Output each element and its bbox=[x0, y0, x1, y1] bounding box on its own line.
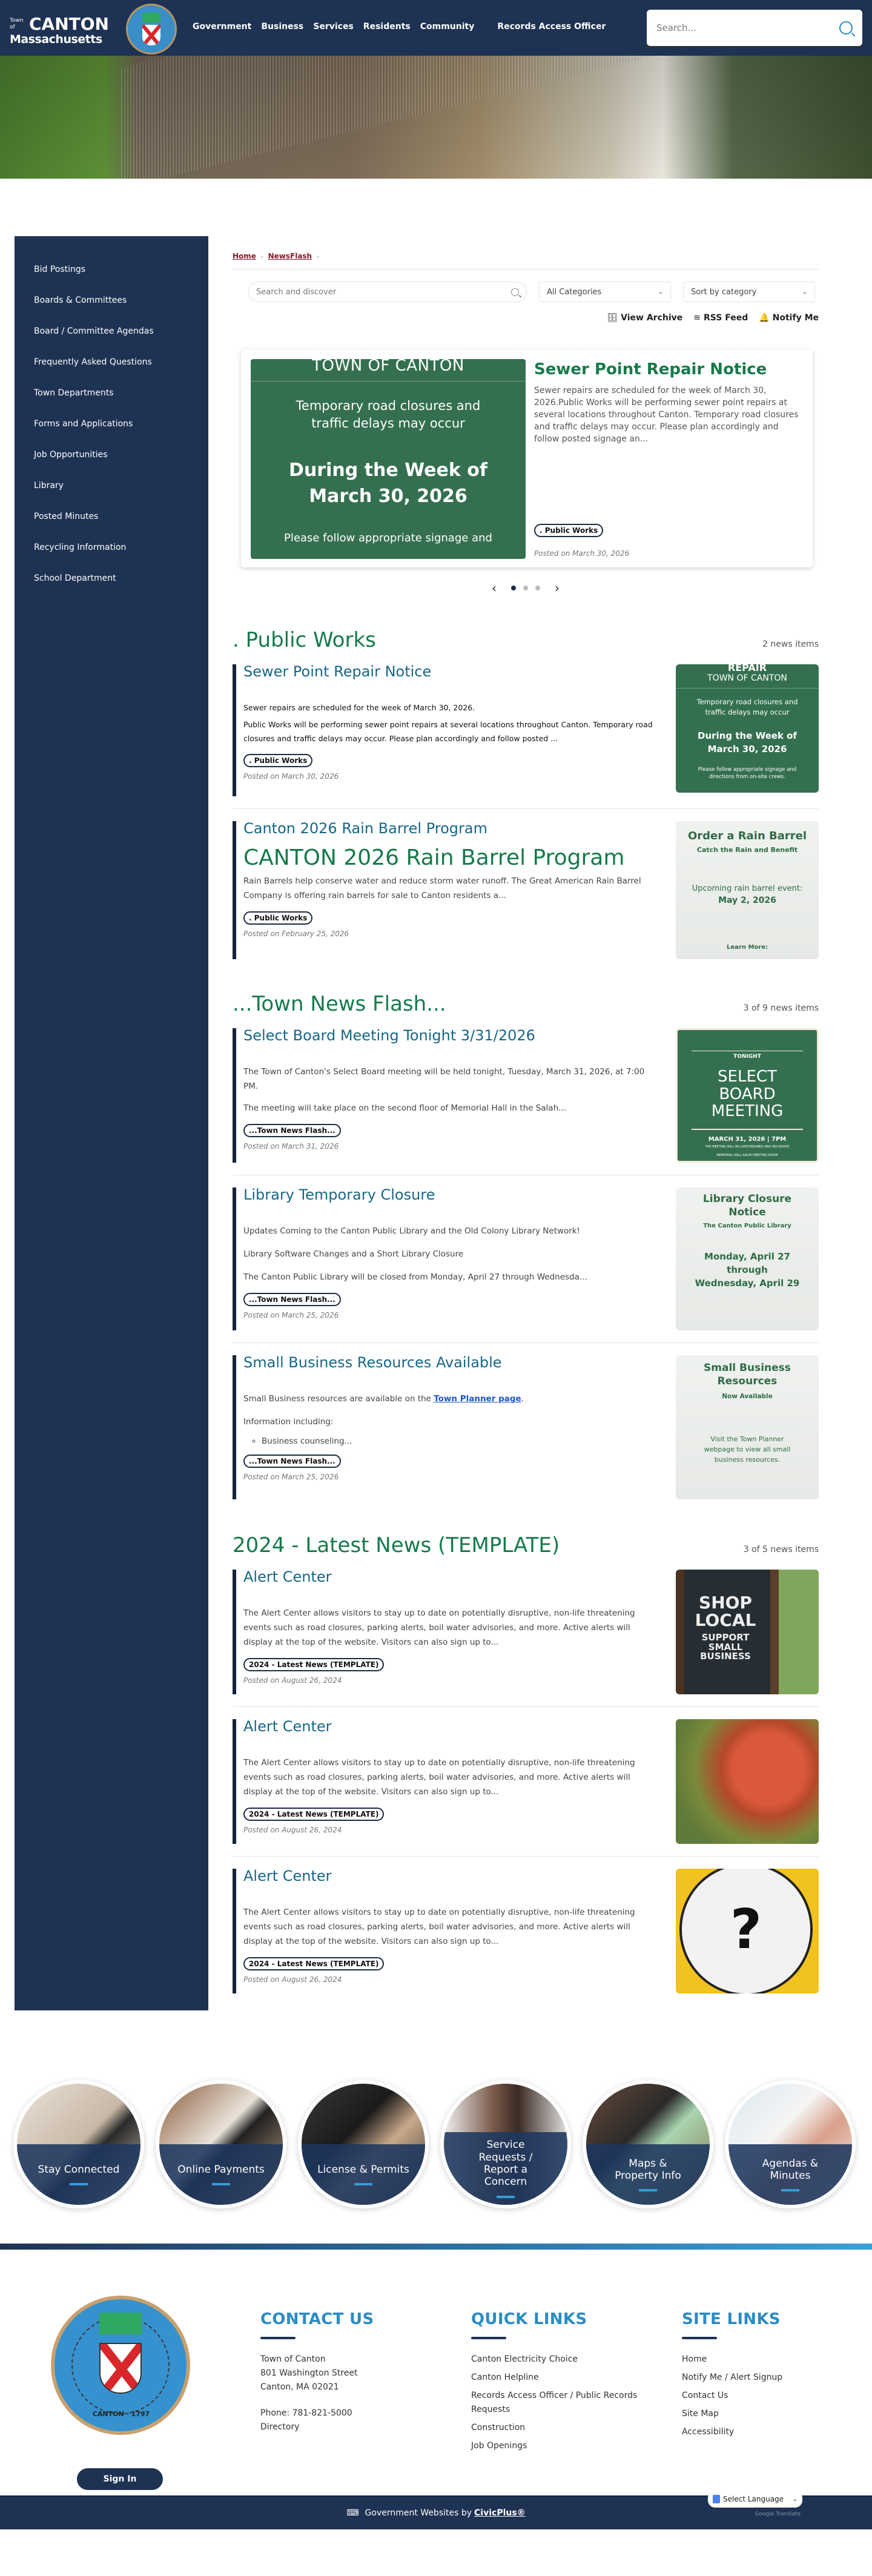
carousel-dot-2[interactable] bbox=[523, 586, 528, 590]
news-item bbox=[233, 808, 819, 959]
thumb-text: The Canton Public Library bbox=[703, 1223, 791, 1230]
search-icon[interactable] bbox=[511, 288, 519, 296]
footer-credit: Government Websites by bbox=[365, 2508, 472, 2518]
bullet-item: ◦ Business counseling... bbox=[262, 1436, 661, 1446]
news-item-thumbnail[interactable] bbox=[676, 664, 819, 793]
site-search-input[interactable] bbox=[656, 22, 839, 33]
town-seal-icon bbox=[51, 2296, 190, 2435]
sidebar-item-boards-committees[interactable]: Boards & Committees bbox=[34, 296, 127, 305]
section-count: 3 of 9 news items bbox=[743, 1003, 819, 1013]
language-select-value: Select Language bbox=[723, 2495, 784, 2503]
news-item-content bbox=[233, 1570, 661, 1694]
news-item-title[interactable]: Alert Center bbox=[243, 1868, 332, 1884]
quick-link-construction[interactable]: Construction bbox=[471, 2423, 526, 2432]
sidebar-item-bid-postings[interactable]: Bid Postings bbox=[34, 265, 86, 274]
circle-label: Online Payments bbox=[177, 2163, 265, 2176]
footer-heading: QUICK LINKS bbox=[471, 2310, 587, 2328]
sort-select-value: Sort by category bbox=[691, 287, 757, 297]
thumb-text: Upcoming rain barrel event: bbox=[692, 884, 803, 893]
news-item-title[interactable]: Small Business Resources Available bbox=[243, 1354, 502, 1371]
thumb-text: Temporary road closures and traffic delays may occur bbox=[696, 698, 798, 717]
news-item bbox=[233, 1028, 819, 1163]
view-archive-link[interactable] bbox=[607, 313, 682, 323]
news-item-content bbox=[233, 1719, 661, 1844]
image-text: TOWN OF CANTON bbox=[251, 359, 526, 381]
posted-date: Posted on August 26, 2024 bbox=[243, 1676, 342, 1685]
sidebar-item-jobs[interactable]: Job Opportunities bbox=[34, 450, 108, 460]
news-search bbox=[248, 282, 527, 302]
news-item-excerpt: The Canton Public Library will be closed from Monday, April 27 through Wednesda... bbox=[243, 1272, 587, 1282]
thumb-text: MARCH 31, 2026 | 7PM bbox=[692, 1129, 803, 1143]
logo-wordmark bbox=[8, 8, 117, 50]
image-text: Temporary road closures and traffic delays may occur bbox=[296, 398, 481, 431]
notify-me-label: Notify Me bbox=[772, 313, 819, 323]
news-item-excerpt: The Town of Canton's Select Board meeting will be held tonight, Tuesday, March 31, 2026, at 7:00 PM. bbox=[243, 1067, 645, 1091]
chevron-down-icon: ⌄ bbox=[792, 2495, 798, 2503]
sidebar-item-library[interactable]: Library bbox=[34, 481, 64, 490]
breadcrumb-separator: › bbox=[260, 254, 263, 260]
circle-label: Agendas & Minutes bbox=[762, 2157, 819, 2182]
directory-link[interactable]: Directory bbox=[260, 2422, 300, 2432]
posted-date: Posted on August 26, 2024 bbox=[243, 1975, 342, 1984]
town-planner-link[interactable]: Town Planner page bbox=[434, 1394, 521, 1404]
address-line: Canton, MA 02021 bbox=[260, 2382, 339, 2392]
news-item-title[interactable]: Select Board Meeting Tonight 3/31/2026 bbox=[243, 1027, 535, 1044]
search-icon[interactable] bbox=[839, 21, 853, 35]
thumb-text: LOCAL bbox=[695, 1610, 756, 1631]
thumb-text: SUPPORT bbox=[701, 1631, 750, 1643]
news-item bbox=[233, 1570, 819, 1694]
thumb-text: Catch the Rain and Benefit bbox=[696, 846, 798, 854]
carousel-pager bbox=[233, 581, 819, 595]
thumb-text: Library Closure Notice bbox=[702, 1193, 792, 1219]
footer-bottom-bar bbox=[0, 2495, 872, 2529]
site-footer bbox=[0, 2250, 872, 2495]
news-item-thumbnail[interactable] bbox=[676, 1355, 819, 1499]
quick-links-circles bbox=[0, 2068, 872, 2219]
featured-news-body bbox=[534, 360, 801, 558]
circle-agendas-minutes[interactable] bbox=[725, 2080, 856, 2208]
image-text: Please follow appropriate signage and bbox=[284, 531, 492, 544]
featured-news-excerpt: Sewer repairs are scheduled for the week of March 30, 2026.Public Works will be performing sewer point repairs at several locations throughout Canton. Temporary road closures and traffic delays may occur. Please plan accordingly and follow posted signage an... bbox=[534, 386, 799, 444]
logo-of: of bbox=[10, 24, 15, 30]
nav-records-access-officer[interactable]: Records Access Officer bbox=[497, 22, 606, 31]
address-line: 801 Washington Street bbox=[260, 2368, 358, 2378]
section-count: 2 news items bbox=[762, 639, 819, 649]
category-tag[interactable]: ...Town News Flash... bbox=[243, 1455, 341, 1468]
circle-stay-connected[interactable] bbox=[13, 2080, 144, 2208]
nav-business[interactable]: Business bbox=[261, 22, 304, 31]
sort-select[interactable] bbox=[683, 282, 815, 302]
site-link-contact-us[interactable]: Contact Us bbox=[682, 2391, 728, 2400]
archive-icon: 🗄 bbox=[607, 313, 618, 323]
quick-link-electricity[interactable]: Canton Electricity Choice bbox=[471, 2354, 578, 2364]
circle-label: Stay Connected bbox=[38, 2163, 120, 2176]
category-tag[interactable]: 2024 - Latest News (TEMPLATE) bbox=[243, 1658, 384, 1671]
news-search-input[interactable] bbox=[256, 288, 511, 297]
footer-accent-stripe bbox=[0, 2244, 872, 2250]
site-header bbox=[0, 0, 872, 56]
thumb-text: TONIGHT bbox=[692, 1051, 803, 1060]
news-item-excerpt: Sewer repairs are scheduled for the week of March 30, 2026. bbox=[243, 703, 475, 712]
news-item-title[interactable]: Alert Center bbox=[243, 1568, 332, 1585]
circle-label: Service Requests / Report a Concern bbox=[478, 2139, 533, 2188]
phone-number[interactable]: Phone: 781-821-5000 bbox=[260, 2408, 352, 2418]
thumb-text: REPAIR bbox=[727, 664, 767, 673]
page-body bbox=[0, 179, 872, 2068]
civicplus-link[interactable]: CivicPlus® bbox=[474, 2508, 526, 2518]
footer-heading: CONTACT US bbox=[260, 2310, 374, 2328]
news-item-excerpt: Information including: bbox=[243, 1417, 334, 1427]
thumb-text: Wednesday, April 29 bbox=[695, 1278, 800, 1289]
language-select[interactable] bbox=[708, 2491, 802, 2508]
featured-news-title[interactable]: Sewer Point Repair Notice bbox=[534, 360, 767, 378]
posted-date: Posted on February 25, 2026 bbox=[243, 930, 349, 938]
sign-in-button[interactable]: Sign In bbox=[77, 2468, 163, 2490]
breadcrumb-newsflash[interactable]: NewsFlash bbox=[268, 252, 312, 260]
site-link-site-map[interactable]: Site Map bbox=[682, 2409, 719, 2419]
town-seal-icon bbox=[126, 4, 177, 54]
site-logo[interactable] bbox=[8, 4, 177, 54]
footer-heading: SITE LINKS bbox=[682, 2310, 781, 2328]
thumb-text: through bbox=[727, 1264, 768, 1276]
chevron-down-icon: ⌄ bbox=[802, 288, 807, 296]
category-tag[interactable]: ...Town News Flash... bbox=[243, 1124, 341, 1137]
category-tag[interactable]: . Public Works bbox=[534, 524, 603, 537]
nav-residents[interactable]: Residents bbox=[363, 22, 411, 31]
bell-icon: 🔔 bbox=[759, 313, 770, 323]
news-item bbox=[233, 1342, 819, 1499]
sidebar-item-recycling[interactable]: Recycling Information bbox=[34, 543, 127, 552]
breadcrumb bbox=[233, 236, 819, 269]
nav-government[interactable]: Government bbox=[193, 22, 252, 31]
news-item-title[interactable]: Canton 2026 Rain Barrel Program bbox=[243, 820, 487, 837]
news-item-excerpt: Library Software Changes and a Short Library Closure bbox=[243, 1249, 464, 1259]
category-tag[interactable]: ...Town News Flash... bbox=[243, 1293, 341, 1306]
seal-text: CANTON · 1797 bbox=[92, 2410, 150, 2418]
news-item-thumbnail[interactable] bbox=[676, 1028, 819, 1163]
sidebar bbox=[15, 236, 208, 2010]
news-item-thumbnail[interactable] bbox=[676, 1570, 819, 1694]
featured-news-card[interactable] bbox=[241, 349, 813, 567]
carousel-dot-1[interactable] bbox=[511, 586, 516, 590]
thumb-text: During the Week of March 30, 2026 bbox=[698, 730, 797, 755]
news-item-thumbnail[interactable] bbox=[676, 821, 819, 959]
thumb-text: BUSINESS bbox=[700, 1651, 751, 1662]
news-item-excerpt: The meeting will take place on the second floor of Memorial Hall in the Salah... bbox=[243, 1103, 567, 1113]
quick-link-helpline[interactable]: Canton Helpline bbox=[471, 2373, 539, 2382]
news-item-content bbox=[233, 664, 661, 796]
posted-date: Posted on March 30, 2026 bbox=[243, 772, 339, 781]
news-item-content bbox=[233, 1028, 661, 1163]
thumb-text: THE MEETING WILL BE LIVESTREAMED AND RECORDED bbox=[705, 1144, 790, 1149]
thumb-text: Small Business Resources bbox=[704, 1362, 791, 1388]
news-item-excerpt: The Alert Center allows visitors to stay up to date on potentially disruptive, non-life threatening events such as road closures, parking alerts, boil water advisories, and more. Active alerts will display at the top of the website. Visitors can also sign up to... bbox=[243, 1907, 635, 1946]
thumb-text: Visit the Town Planner webpage to view all small business resources. bbox=[704, 1435, 791, 1464]
breadcrumb-home[interactable]: Home bbox=[233, 252, 256, 260]
footer-quick-links bbox=[471, 2310, 647, 2457]
section-count: 3 of 5 news items bbox=[743, 1545, 819, 1554]
circle-online-payments[interactable] bbox=[156, 2080, 286, 2208]
thumb-text: BOARD bbox=[719, 1085, 776, 1103]
notify-me-link[interactable] bbox=[759, 313, 819, 323]
section-title[interactable]: . Public Works bbox=[233, 628, 376, 652]
quick-link-job-openings[interactable]: Job Openings bbox=[471, 2441, 527, 2451]
news-item-title[interactable]: Library Temporary Closure bbox=[243, 1186, 435, 1203]
category-select-value: All Categories bbox=[547, 287, 602, 297]
thumb-text: MEMORIAL HALL SALAH MEETING ROOM bbox=[716, 1153, 778, 1157]
civicplus-icon: ⌨ bbox=[346, 2508, 359, 2518]
footer-contact bbox=[260, 2310, 374, 2439]
news-actions bbox=[233, 313, 819, 323]
sidebar-item-posted-minutes[interactable]: Posted Minutes bbox=[34, 512, 99, 521]
news-item-excerpt: Updates Coming to the Canton Public Library and the Old Colony Library Network! bbox=[243, 1226, 581, 1236]
site-link-accessibility[interactable]: Accessibility bbox=[682, 2427, 735, 2437]
featured-news-image bbox=[251, 359, 526, 559]
sidebar-item-committee-agendas[interactable]: Board / Committee Agendas bbox=[34, 326, 154, 336]
image-text: During the Week of March 30, 2026 bbox=[289, 459, 487, 507]
thumb-text: SELECT bbox=[718, 1068, 777, 1086]
circle-label: License & Permits bbox=[317, 2163, 409, 2176]
chevron-down-icon: ⌄ bbox=[658, 288, 663, 296]
chevron-left-icon[interactable]: ‹ bbox=[492, 581, 497, 595]
circle-maps-property[interactable] bbox=[583, 2080, 713, 2208]
category-tag[interactable]: . Public Works bbox=[243, 911, 312, 925]
logo-state: Massachusetts bbox=[10, 33, 102, 46]
thumb-text: Monday, April 27 bbox=[704, 1251, 790, 1263]
thumb-text: Learn More: bbox=[727, 944, 768, 951]
address-line: Town of Canton bbox=[260, 2354, 326, 2364]
sidebar-item-town-departments[interactable]: Town Departments bbox=[34, 388, 114, 398]
site-link-home[interactable]: Home bbox=[682, 2354, 707, 2364]
posted-date: Posted on March 30, 2026 bbox=[534, 549, 630, 558]
thumb-text: Now Available bbox=[722, 1393, 773, 1401]
rss-feed-label: RSS Feed bbox=[704, 313, 748, 323]
thumb-text: SMALL bbox=[708, 1641, 743, 1653]
section-title[interactable]: ...Town News Flash... bbox=[233, 992, 446, 1016]
posted-date: Posted on March 31, 2026 bbox=[243, 1142, 339, 1151]
section-header bbox=[233, 1533, 819, 1557]
nav-services[interactable]: Services bbox=[313, 22, 354, 31]
chevron-right-icon[interactable]: › bbox=[555, 581, 560, 595]
rss-feed-link[interactable] bbox=[693, 313, 748, 323]
news-item-excerpt: Public Works will be performing sewer point repairs at several locations throughout Canton. Temporary road closures and traffic delays may occur. Please plan accordingly and follow posted ... bbox=[243, 720, 653, 743]
news-item-excerpt: The Alert Center allows visitors to stay up to date on potentially disruptive, non-life threatening events such as road closures, parking alerts, boil water advisories, and more. Active alerts will display at the top of the website. Visitors can also sign up to... bbox=[243, 1608, 635, 1647]
thumb-text: Order a Rain Barrel bbox=[687, 830, 807, 842]
carousel-dot-3[interactable] bbox=[535, 586, 540, 590]
thumb-text: MEETING bbox=[711, 1102, 784, 1121]
sidebar-item-school-department[interactable]: School Department bbox=[34, 573, 116, 583]
view-archive-label: View Archive bbox=[621, 313, 683, 323]
thumb-text: Please follow appropriate signage and directions from on-site crews. bbox=[698, 766, 797, 781]
google-translate-label: Google Translate bbox=[755, 2511, 801, 2517]
news-item-excerpt: Small Business resources are available on the Town Planner page. bbox=[243, 1394, 524, 1404]
category-tag[interactable]: 2024 - Latest News (TEMPLATE) bbox=[243, 1957, 384, 1970]
circle-label: Maps & Property Info bbox=[615, 2157, 681, 2182]
section-header bbox=[233, 628, 819, 652]
circle-service-requests[interactable] bbox=[440, 2080, 571, 2208]
news-item-heading: CANTON 2026 Rain Barrel Program bbox=[243, 845, 625, 870]
thumb-text: TOWN OF CANTON bbox=[676, 673, 819, 689]
category-tag[interactable]: 2024 - Latest News (TEMPLATE) bbox=[243, 1808, 384, 1821]
autumn-tree-thumbnail[interactable] bbox=[676, 1719, 819, 1844]
rss-icon: ≋ bbox=[693, 313, 701, 323]
news-item-title[interactable]: Alert Center bbox=[243, 1718, 332, 1735]
site-link-notify-me[interactable]: Notify Me / Alert Signup bbox=[682, 2373, 783, 2382]
news-item-excerpt: The Alert Center allows visitors to stay up to date on potentially disruptive, non-life threatening events such as road closures, parking alerts, boil water advisories, and more. Active alerts will display at the top of the website. Visitors can also sign up to... bbox=[243, 1758, 635, 1797]
site-search bbox=[647, 10, 862, 46]
google-translate-icon bbox=[713, 2495, 720, 2503]
posted-date: Posted on March 25, 2026 bbox=[243, 1311, 339, 1319]
logo-canton: CANTON bbox=[29, 14, 109, 34]
main-content bbox=[233, 236, 819, 1993]
section-header bbox=[233, 992, 819, 1016]
posted-date: Posted on March 25, 2026 bbox=[243, 1473, 339, 1481]
thumb-text: SHOP bbox=[699, 1593, 752, 1613]
thumb-text: May 2, 2026 bbox=[718, 896, 776, 905]
category-tag[interactable]: . Public Works bbox=[243, 754, 312, 767]
nav-community[interactable]: Community bbox=[420, 22, 475, 31]
footer-site-links bbox=[682, 2310, 782, 2443]
question-mark-icon: ? bbox=[679, 1869, 813, 1993]
breadcrumb-separator: › bbox=[316, 254, 319, 260]
posted-date: Posted on August 26, 2024 bbox=[243, 1826, 342, 1834]
question-bubble-thumbnail[interactable] bbox=[676, 1869, 819, 1993]
news-item-content bbox=[233, 1869, 661, 1993]
sidebar-item-faq[interactable]: Frequently Asked Questions bbox=[34, 357, 152, 367]
circle-license-permits[interactable] bbox=[298, 2080, 429, 2208]
section-title[interactable]: 2024 - Latest News (TEMPLATE) bbox=[233, 1533, 560, 1557]
news-item-content bbox=[233, 821, 661, 959]
news-item bbox=[233, 1175, 819, 1330]
category-select[interactable] bbox=[539, 282, 671, 302]
news-filters bbox=[248, 282, 819, 302]
hero-waterfall-image bbox=[0, 56, 872, 179]
sidebar-item-forms[interactable]: Forms and Applications bbox=[34, 419, 133, 429]
news-item-content bbox=[233, 1187, 661, 1330]
logo-town: Town bbox=[10, 18, 24, 24]
news-item-title[interactable]: Sewer Point Repair Notice bbox=[243, 663, 432, 680]
main-nav bbox=[193, 22, 615, 31]
news-item-content bbox=[233, 1355, 661, 1499]
news-item-excerpt: Rain Barrels help conserve water and reduce storm water runoff. The Great American Rain Barrel Company is offering rain barrels for sale to Canton residents a... bbox=[243, 876, 641, 900]
quick-link-records[interactable]: Records Access Officer / Public Records Requests bbox=[471, 2391, 638, 2414]
news-item bbox=[233, 1706, 819, 1844]
news-item-thumbnail[interactable] bbox=[676, 1187, 819, 1330]
news-item bbox=[233, 664, 819, 796]
news-item bbox=[233, 1856, 819, 1993]
